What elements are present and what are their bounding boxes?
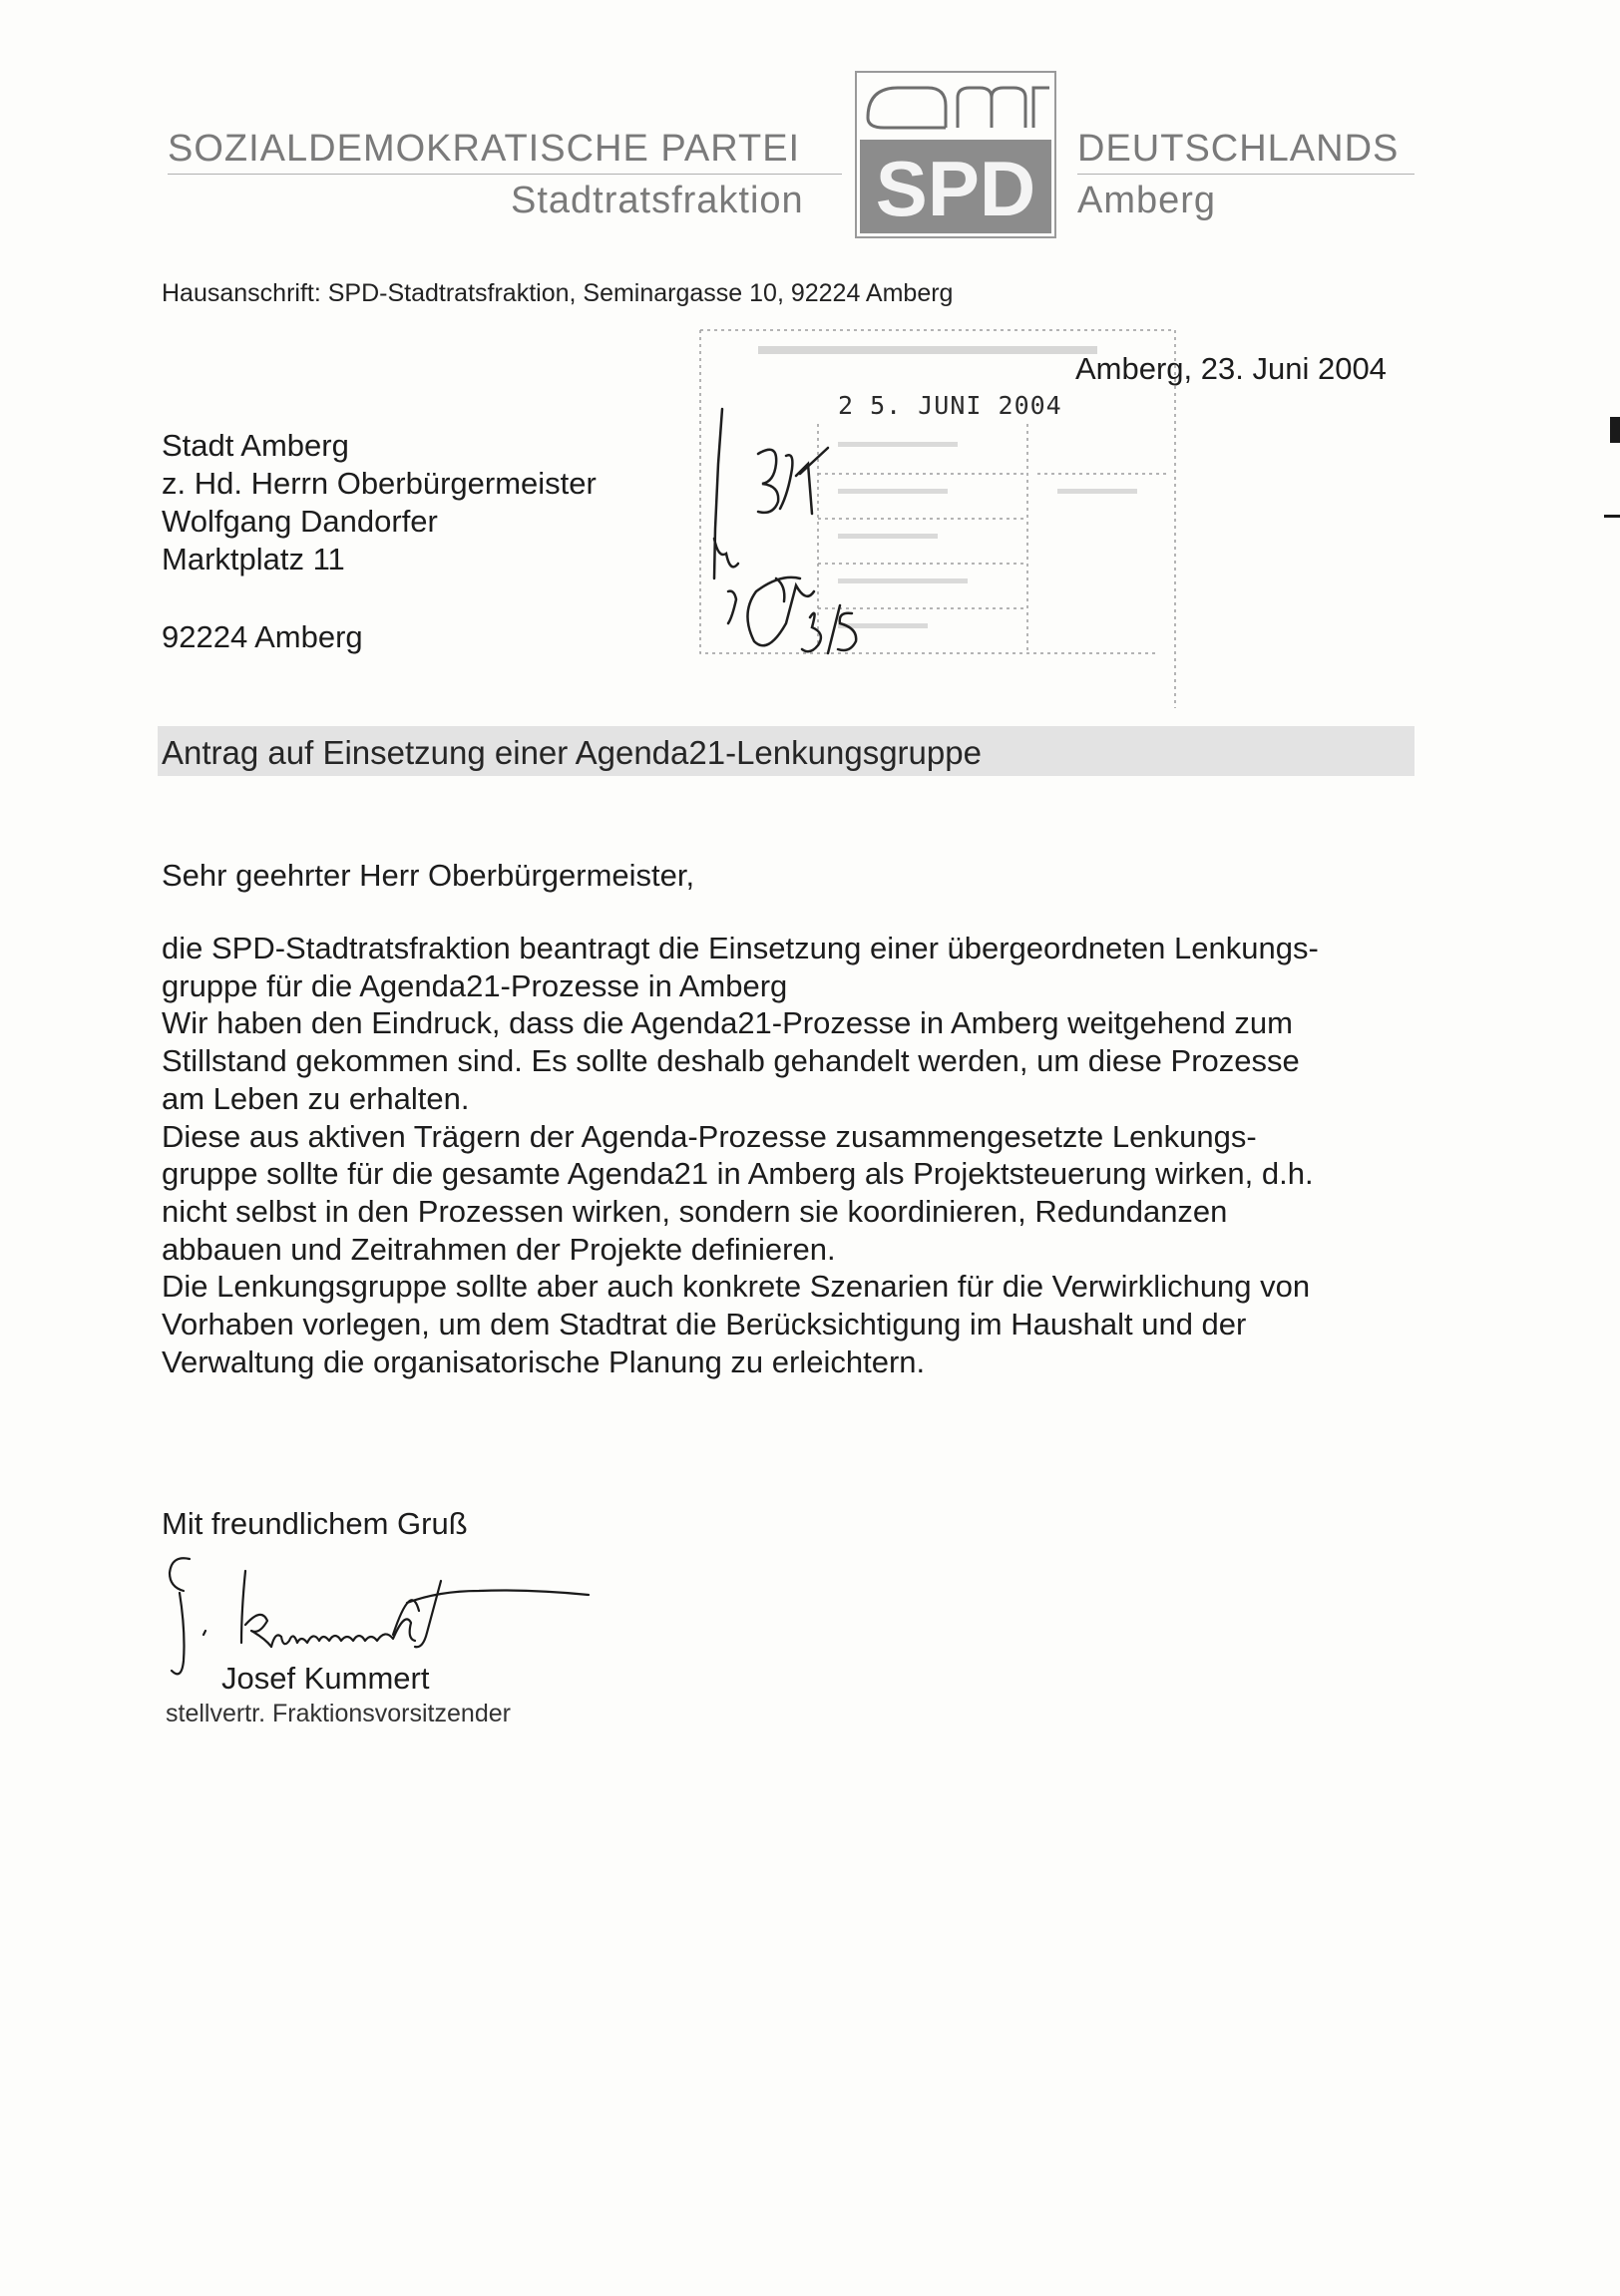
signer-role: stellvertr. Fraktionsvorsitzender	[166, 1700, 511, 1727]
stamp-date: 2 5. JUNI 2004	[838, 391, 1062, 420]
body-line: gruppe für die Agenda21-Prozesse in Amberg	[162, 967, 788, 1003]
letterhead-country: DEUTSCHLANDS	[1077, 128, 1400, 170]
recipient-line-1: Stadt Amberg	[162, 428, 349, 463]
body-line: Die Lenkungsgruppe sollte aber auch konkrete Szenarien für die Verwirklichung von	[162, 1269, 1311, 1305]
body-line: die SPD-Stadtratsfraktion beantragt die Einsetzung einer übergeordneten Lenkungs-	[162, 931, 1319, 965]
closing-phrase: Mit freundlichem Gruß	[162, 1506, 468, 1541]
letter-date: Amberg, 23. Juni 2004	[1075, 351, 1387, 386]
recipient-line-5: 92224 Amberg	[162, 619, 363, 654]
body-line: Stillstand gekommen sind. Es sollte deshalb gehandelt werden, um diese Prozesse	[162, 1043, 1300, 1079]
scan-mark	[1610, 417, 1620, 443]
body-line: am Leben zu erhalten.	[162, 1080, 470, 1116]
recipient-line-3: Wolfgang Dandorfer	[162, 504, 438, 539]
body-line: Wir haben den Eindruck, dass die Agenda21-Prozesse in Amberg weitgehend zum	[162, 1005, 1293, 1041]
subject-line: Antrag auf Einsetzung einer Agenda21-Lenkungsgruppe	[162, 734, 982, 771]
letterhead-city: Amberg	[1077, 180, 1217, 221]
body-line: Verwaltung die organisatorische Planung zu erleichtern.	[162, 1343, 926, 1379]
letterhead-faction: Stadtratsfraktion	[511, 180, 804, 221]
letterhead-rule-left	[168, 174, 842, 175]
letterhead-rule-right	[1077, 174, 1415, 175]
body-line: gruppe sollte für die gesamte Agenda21 in Amberg als Projektsteuerung wirken, d.h.	[162, 1156, 1314, 1192]
recipient-line-4: Marktplatz 11	[162, 542, 345, 576]
letterhead-party-name: SOZIALDEMOKRATISCHE PARTEI	[168, 128, 801, 170]
body-line: Diese aus aktiven Trägern der Agenda-Prozesse zusammengesetzte Lenkungs-	[162, 1118, 1257, 1154]
recipient-line-2: z. Hd. Herrn Oberbürgermeister	[162, 466, 597, 501]
salutation: Sehr geehrter Herr Oberbürgermeister,	[162, 858, 695, 893]
recipient-address	[162, 427, 597, 656]
body-line: nicht selbst in den Prozessen wirken, sondern sie koordinieren, Redundanzen	[162, 1193, 1228, 1229]
body-line: Vorhaben vorlegen, um dem Stadtrat die Berücksichtigung im Haushalt und der	[162, 1307, 1247, 1342]
signer-name: Josef Kummert	[221, 1661, 430, 1696]
scan-mark	[1604, 515, 1620, 518]
sender-address: Hausanschrift: SPD-Stadtratsfraktion, Seminargasse 10, 92224 Amberg	[162, 279, 954, 307]
letter-body	[162, 930, 1448, 1380]
logo-text: SPD	[875, 145, 1036, 232]
spd-logo	[854, 70, 1057, 239]
body-line: abbauen und Zeitrahmen der Projekte definieren.	[162, 1231, 836, 1267]
